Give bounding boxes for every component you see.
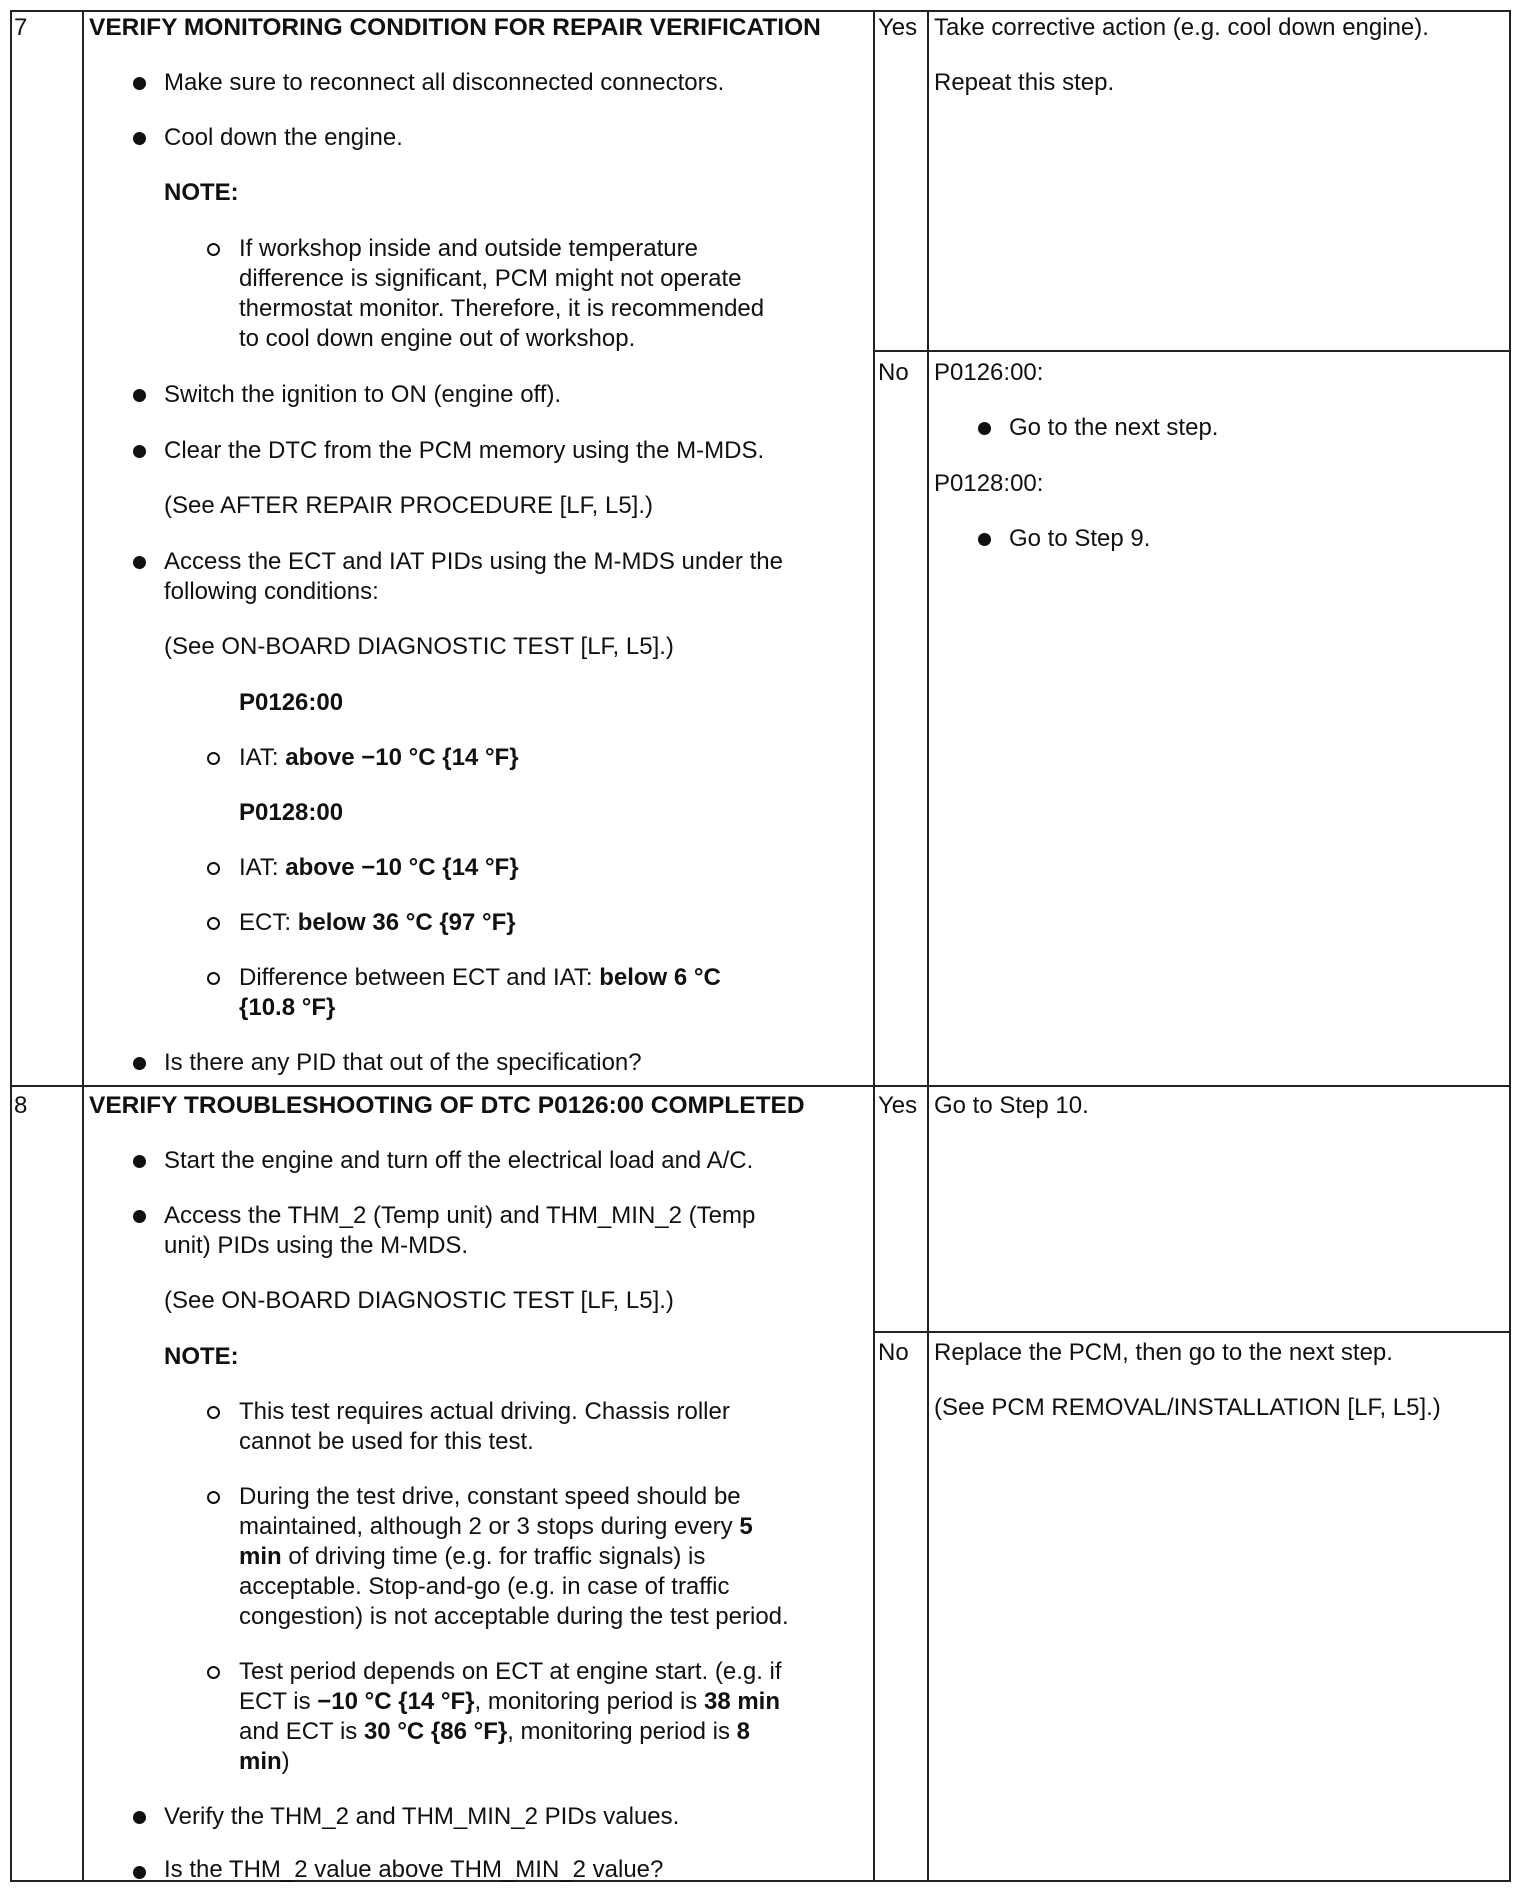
circle-bullet-icon [207, 243, 220, 256]
note-text: During the test drive, constant speed should be [239, 1483, 741, 1510]
result-yes-label: Yes [878, 1092, 918, 1119]
step-number: 7 [14, 14, 28, 41]
condition-value: above −10 °C {14 °F} [285, 854, 519, 881]
circle-bullet-icon [207, 917, 220, 930]
bullet-icon [978, 422, 991, 435]
note-value: min [239, 1543, 282, 1570]
note-text: cannot be used for this test. [239, 1428, 534, 1455]
note-text: thermostat monitor. Therefore, it is recommended [239, 295, 765, 322]
reference-text: (See AFTER REPAIR PROCEDURE [LF, L5].) [164, 492, 654, 519]
note-text: Test period depends on ECT at engine start. (e.g. if [239, 1658, 782, 1685]
circle-bullet-icon [207, 1666, 220, 1679]
condition-text [239, 908, 516, 938]
reference-text: (See PCM REMOVAL/INSTALLATION [LF, L5].) [934, 1394, 1441, 1421]
step-title: VERIFY MONITORING CONDITION FOR REPAIR VERIFICATION [89, 14, 821, 41]
step-instruction: Access the THM_2 (Temp unit) and THM_MIN_2 (Temp [164, 1202, 756, 1229]
result-no-label: No [878, 359, 909, 386]
bullet-icon [133, 389, 146, 402]
dtc-code: P0126:00 [239, 689, 344, 716]
bullet-icon [133, 445, 146, 458]
row-divider [10, 1085, 1511, 1087]
note-value: 8 [736, 1718, 751, 1745]
note-text: difference is significant, PCM might not operate [239, 265, 742, 292]
bullet-icon [133, 1210, 146, 1223]
column-divider [927, 10, 929, 1882]
note-text: congestion) is not acceptable during the test period. [239, 1603, 789, 1630]
bullet-icon [133, 77, 146, 90]
step-instruction: Clear the DTC from the PCM memory using the M-MDS. [164, 437, 765, 464]
column-divider [82, 10, 84, 1882]
note-text-part: ) [281, 1748, 290, 1775]
bullet-icon [133, 1866, 146, 1879]
note-text: If workshop inside and outside temperature [239, 235, 698, 262]
result-action: Repeat this step. [934, 69, 1115, 96]
step-instruction: Access the ECT and IAT PIDs using the M-MDS under the [164, 548, 783, 575]
note-text: to cool down engine out of workshop. [239, 325, 636, 352]
note-label: NOTE: [164, 179, 239, 206]
step-instruction: Make sure to reconnect all disconnected connectors. [164, 69, 725, 96]
note-value: −10 °C {14 °F} [317, 1688, 475, 1715]
note-text [239, 1747, 290, 1777]
column-divider [873, 10, 875, 1882]
circle-bullet-icon [207, 752, 220, 765]
step-instruction: Switch the ignition to ON (engine off). [164, 381, 562, 408]
reference-text: (See ON-BOARD DIAGNOSTIC TEST [LF, L5].) [164, 633, 674, 660]
row-divider [873, 1331, 1511, 1333]
step-instruction: Cool down the engine. [164, 124, 403, 151]
bullet-icon [978, 533, 991, 546]
note-value: 38 min [703, 1688, 780, 1715]
circle-bullet-icon [207, 1406, 220, 1419]
bullet-icon [133, 1057, 146, 1070]
note-text: This test requires actual driving. Chassis roller [239, 1398, 730, 1425]
circle-bullet-icon [207, 972, 220, 985]
step-instruction: unit) PIDs using the M-MDS. [164, 1232, 469, 1259]
condition-text [239, 963, 721, 993]
bullet-icon [133, 132, 146, 145]
step-number: 8 [14, 1092, 28, 1119]
step-question: Is the THM_2 value above THM_MIN_2 value? [164, 1856, 664, 1883]
note-text-part: maintained, although 2 or 3 stops during every [239, 1513, 740, 1540]
result-action: Replace the PCM, then go to the next step. [934, 1339, 1393, 1366]
condition-text [239, 743, 519, 773]
circle-bullet-icon [207, 862, 220, 875]
dtc-code: P0128:00 [239, 799, 344, 826]
result-action: Go to Step 10. [934, 1092, 1089, 1119]
condition-label: ECT: [239, 909, 298, 936]
note-text-part: , monitoring period is [507, 1718, 737, 1745]
note-value: min [239, 1748, 282, 1775]
condition-value: below 6 °C [599, 964, 721, 991]
dtc-code: P0128:00: [934, 470, 1044, 497]
result-action: Go to Step 9. [1009, 525, 1151, 552]
condition-value: below 36 °C {97 °F} [297, 909, 516, 936]
note-text-part: and ECT is [239, 1718, 364, 1745]
note-text [239, 1542, 705, 1572]
condition-label: IAT: [239, 854, 286, 881]
row-divider [873, 350, 1511, 352]
dtc-code: P0126:00: [934, 359, 1044, 386]
note-text [239, 1512, 753, 1542]
result-action: Take corrective action (e.g. cool down engine). [934, 14, 1429, 41]
reference-text: (See ON-BOARD DIAGNOSTIC TEST [LF, L5].) [164, 1287, 674, 1314]
note-text-part: ECT is [239, 1688, 318, 1715]
note-text [239, 1687, 780, 1717]
result-action: Go to the next step. [1009, 414, 1219, 441]
condition-text [239, 853, 519, 883]
note-text-part: , monitoring period is [474, 1688, 704, 1715]
step-title: VERIFY TROUBLESHOOTING OF DTC P0126:00 COMPLETED [89, 1092, 805, 1119]
bullet-icon [133, 556, 146, 569]
bullet-icon [133, 1155, 146, 1168]
result-yes-label: Yes [878, 14, 918, 41]
condition-value: {10.8 °F} [239, 994, 336, 1021]
note-text [239, 1717, 750, 1747]
note-value: 5 [739, 1513, 753, 1540]
step-question: Is there any PID that out of the specification? [164, 1049, 642, 1076]
step-instruction: Verify the THM_2 and THM_MIN_2 PIDs values. [164, 1803, 680, 1830]
condition-value: above −10 °C {14 °F} [285, 744, 519, 771]
note-label: NOTE: [164, 1343, 239, 1370]
step-instruction: following conditions: [164, 578, 379, 605]
note-text: acceptable. Stop-and-go (e.g. in case of traffic [239, 1573, 730, 1600]
note-text-part: of driving time (e.g. for traffic signals) is [281, 1543, 706, 1570]
circle-bullet-icon [207, 1491, 220, 1504]
bullet-icon [133, 1811, 146, 1824]
condition-label: Difference between ECT and IAT: [239, 964, 600, 991]
note-value: 30 °C {86 °F} [363, 1718, 508, 1745]
result-no-label: No [878, 1339, 909, 1366]
step-instruction: Start the engine and turn off the electrical load and A/C. [164, 1147, 754, 1174]
condition-label: IAT: [239, 744, 286, 771]
